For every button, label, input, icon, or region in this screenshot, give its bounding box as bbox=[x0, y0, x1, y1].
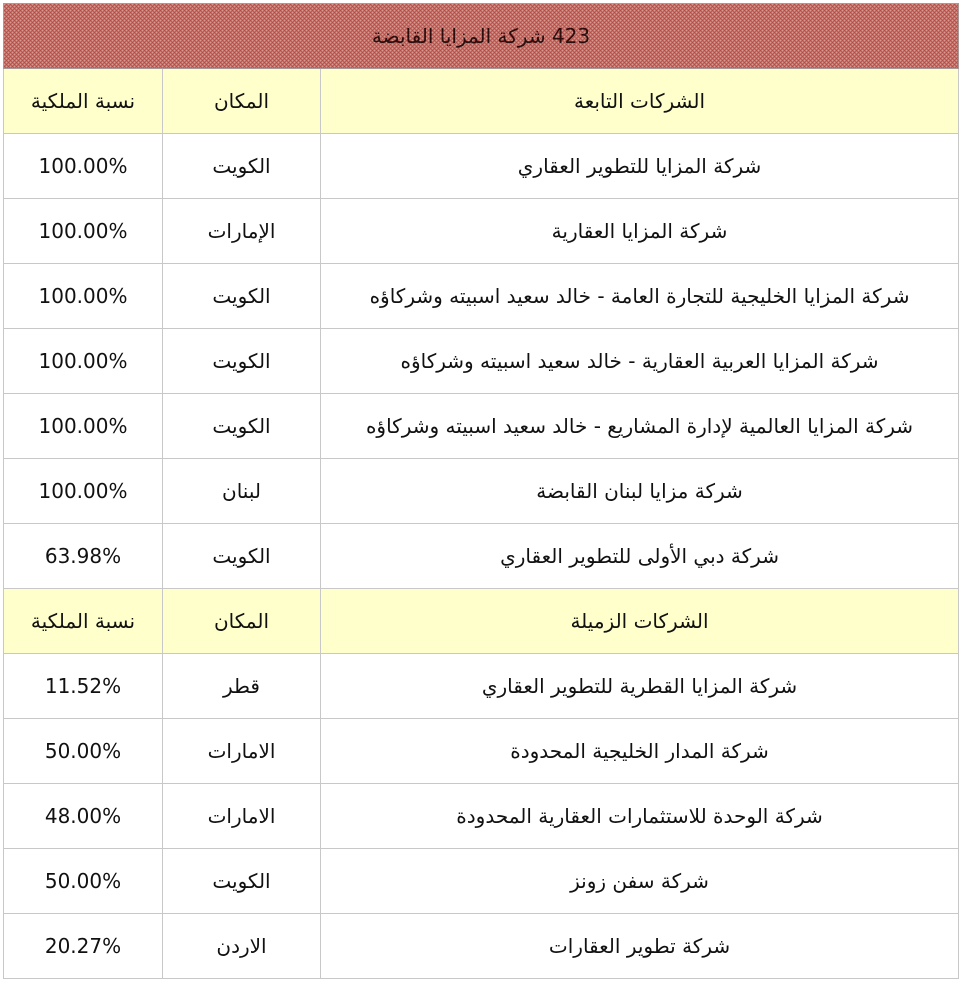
company-name-cell: شركة سفن زونز bbox=[321, 849, 959, 914]
location-cell: الكويت bbox=[163, 849, 321, 914]
title-row bbox=[4, 4, 959, 69]
ownership-cell: 100.00% bbox=[4, 329, 163, 394]
company-name-cell: شركة المزايا العقارية bbox=[321, 199, 959, 264]
table-row bbox=[4, 199, 959, 264]
table-row bbox=[4, 654, 959, 719]
ownership-header: نسبة الملكية bbox=[4, 589, 163, 654]
company-name-cell: شركة المزايا الخليجية للتجارة العامة - خالد سعيد اسبيته وشركاؤه bbox=[321, 264, 959, 329]
company-name-cell: شركة دبي الأولى للتطوير العقاري bbox=[321, 524, 959, 589]
table-row bbox=[4, 459, 959, 524]
company-name-cell: شركة المزايا للتطوير العقاري bbox=[321, 134, 959, 199]
company-name-cell: شركة المزايا العالمية لإدارة المشاريع - خالد سعيد اسبيته وشركاؤه bbox=[321, 394, 959, 459]
location-cell: الإمارات bbox=[163, 199, 321, 264]
table-row bbox=[4, 524, 959, 589]
location-cell: الكويت bbox=[163, 394, 321, 459]
ownership-cell: 63.98% bbox=[4, 524, 163, 589]
location-cell: الكويت bbox=[163, 524, 321, 589]
associates-header-row bbox=[4, 589, 959, 654]
table-row bbox=[4, 329, 959, 394]
location-header: المكان bbox=[163, 589, 321, 654]
location-cell: الكويت bbox=[163, 329, 321, 394]
table-row bbox=[4, 914, 959, 979]
location-cell: قطر bbox=[163, 654, 321, 719]
company-name-cell: شركة مزايا لبنان القابضة bbox=[321, 459, 959, 524]
location-cell: لبنان bbox=[163, 459, 321, 524]
company-name-cell: شركة تطوير العقارات bbox=[321, 914, 959, 979]
ownership-cell: 100.00% bbox=[4, 264, 163, 329]
subsidiaries-header: الشركات التابعة bbox=[321, 69, 959, 134]
location-cell: الكويت bbox=[163, 264, 321, 329]
table-row bbox=[4, 264, 959, 329]
associates-header: الشركات الزميلة bbox=[321, 589, 959, 654]
location-cell: الكويت bbox=[163, 134, 321, 199]
subsidiaries-header-row bbox=[4, 69, 959, 134]
ownership-cell: 48.00% bbox=[4, 784, 163, 849]
company-name-cell: شركة المدار الخليجية المحدودة bbox=[321, 719, 959, 784]
ownership-cell: 100.00% bbox=[4, 394, 163, 459]
table-row bbox=[4, 784, 959, 849]
ownership-cell: 100.00% bbox=[4, 459, 163, 524]
ownership-cell: 50.00% bbox=[4, 719, 163, 784]
ownership-cell: 100.00% bbox=[4, 199, 163, 264]
location-cell: الامارات bbox=[163, 784, 321, 849]
location-cell: الامارات bbox=[163, 719, 321, 784]
ownership-cell: 20.27% bbox=[4, 914, 163, 979]
company-name-cell: شركة الوحدة للاستثمارات العقارية المحدودة bbox=[321, 784, 959, 849]
table-row bbox=[4, 394, 959, 459]
table-title: 423 شركة المزايا القابضة bbox=[4, 4, 959, 69]
ownership-header: نسبة الملكية bbox=[4, 69, 163, 134]
table-row bbox=[4, 849, 959, 914]
table-row bbox=[4, 719, 959, 784]
location-cell: الاردن bbox=[163, 914, 321, 979]
ownership-cell: 11.52% bbox=[4, 654, 163, 719]
table-row bbox=[4, 134, 959, 199]
company-name-cell: شركة المزايا العربية العقارية - خالد سعيد اسبيته وشركاؤه bbox=[321, 329, 959, 394]
company-table bbox=[3, 3, 959, 979]
location-header: المكان bbox=[163, 69, 321, 134]
ownership-cell: 100.00% bbox=[4, 134, 163, 199]
ownership-cell: 50.00% bbox=[4, 849, 163, 914]
company-name-cell: شركة المزايا القطرية للتطوير العقاري bbox=[321, 654, 959, 719]
